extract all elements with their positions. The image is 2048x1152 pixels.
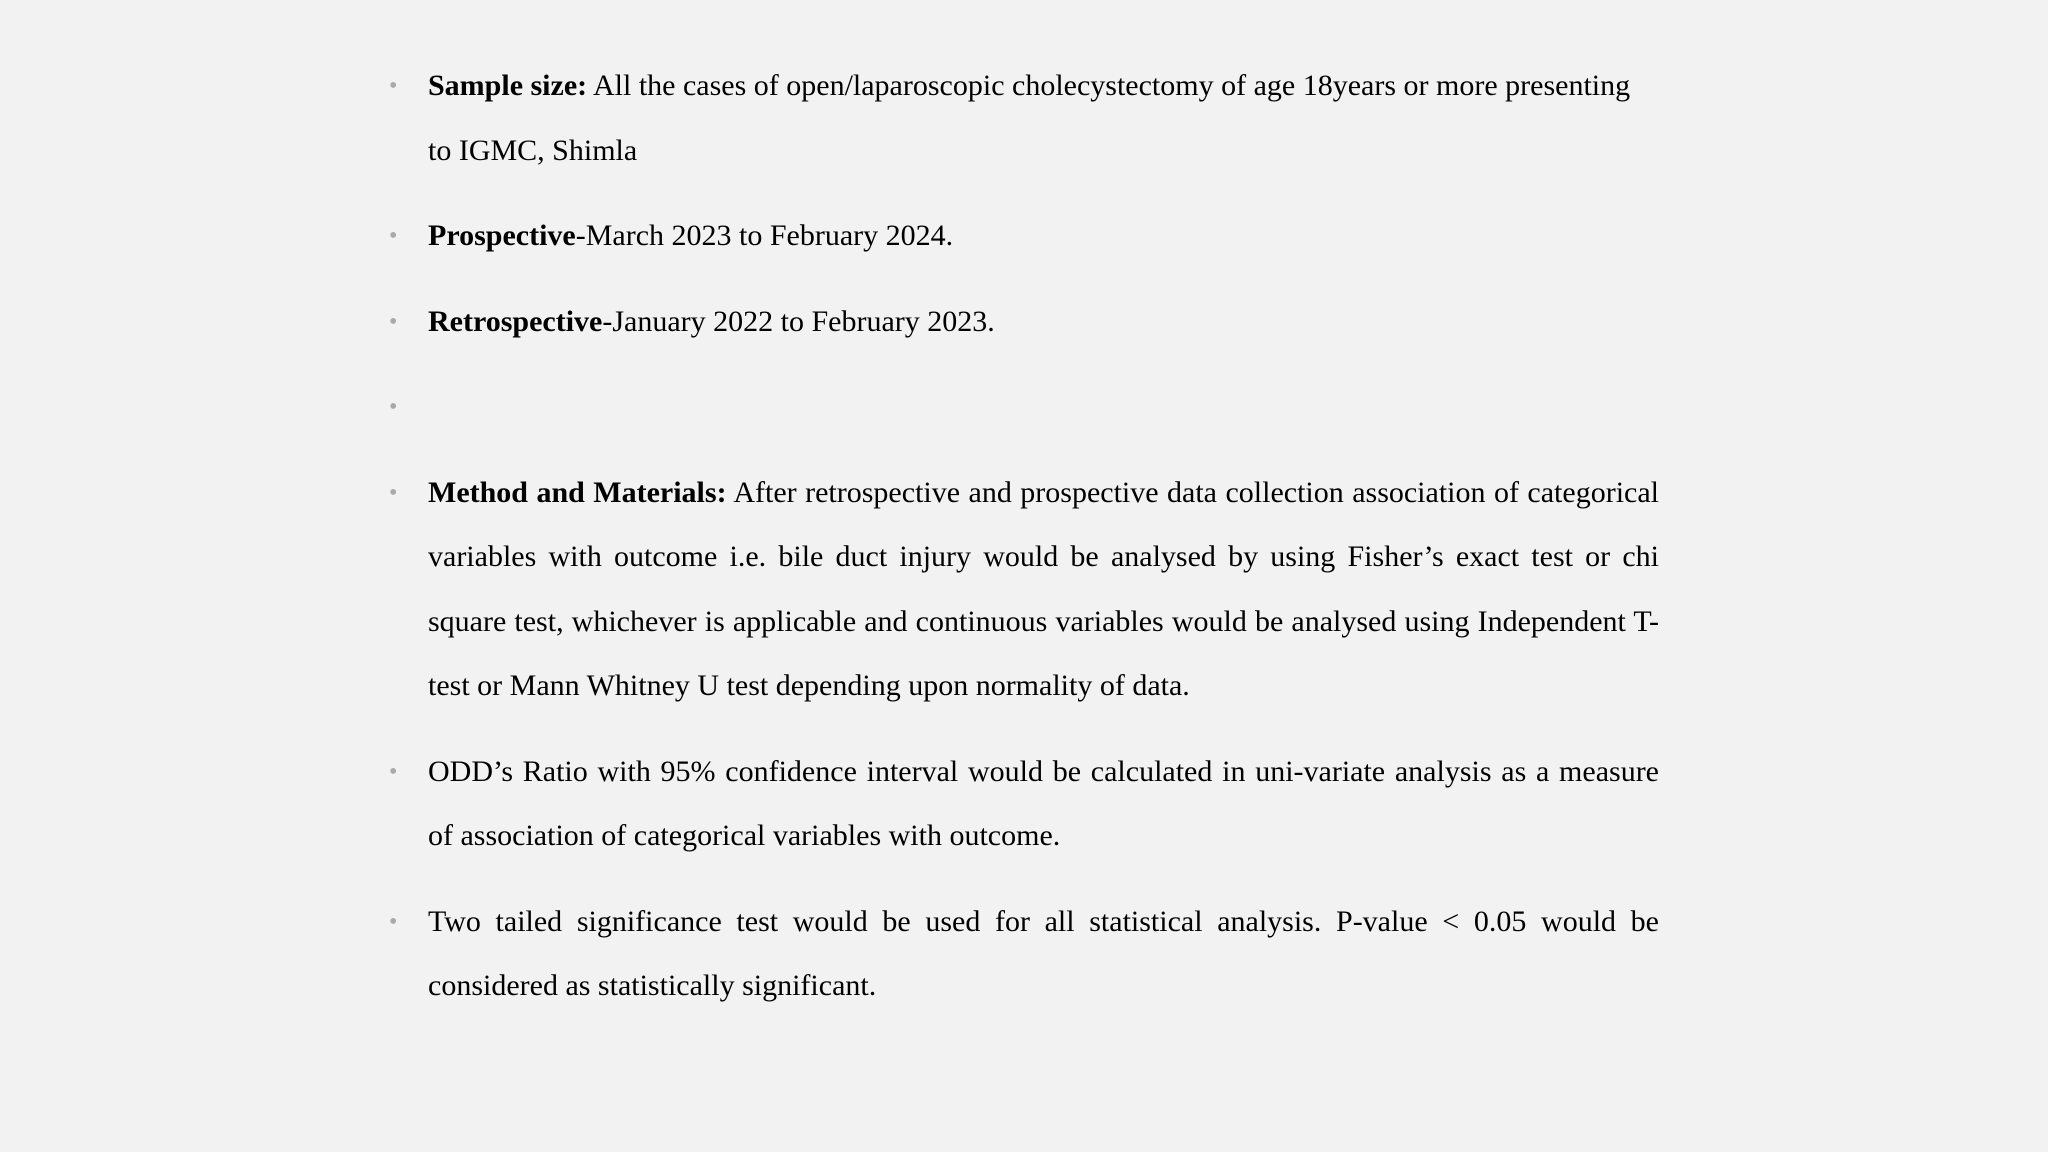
bullet-dot-icon: • — [389, 308, 398, 335]
bullet-heading: Method and Materials: — [428, 475, 727, 509]
bullet-dot-icon: • — [389, 479, 398, 506]
bullet-text: -January 2022 to February 2023. — [602, 304, 995, 338]
bullet-odds-ratio — [389, 740, 1659, 869]
bullet-dot-icon: • — [389, 758, 398, 785]
bullet-heading: Retrospective — [428, 304, 603, 338]
bullet-sample-size — [389, 54, 1659, 183]
bullet-dot-icon: • — [389, 908, 398, 935]
bullet-text: ODD’s Ratio with 95% confidence interval would be calculated in uni-variate analysis as a measure of association of categorical variables with outcome. — [428, 754, 1659, 852]
bullet-retrospective — [389, 290, 1659, 355]
bullet-significance-test — [389, 890, 1659, 1019]
bullet-heading: Prospective — [428, 219, 576, 252]
bullet-prospective — [389, 204, 1659, 269]
bullet-text: All the cases of open/laparoscopic cholecystectomy of age 18years or more presenting to IGMC, Shimla — [428, 69, 1631, 167]
bullet-text: After retrospective and prospective data collection association of categorical variables with outcome i.e. bile duct injury would be analysed by using Fisher’s exact test or chi square test, whichever is applicable and continuous variables would be analysed using Independent T-test or Mann Whitney U test depending upon normality of data. — [428, 475, 1659, 702]
bullet-list — [389, 54, 1659, 1040]
bullet-empty — [389, 375, 1659, 440]
bullet-dot-icon: • — [389, 223, 398, 249]
bullet-method-and-materials — [389, 461, 1659, 719]
bullet-text: -March 2023 to February 2024. — [575, 219, 954, 252]
bullet-text: Two tailed significance test would be used for all statistical analysis. P-value < 0.05 would be considered as statistically significant. — [428, 904, 1659, 1002]
bullet-dot-icon: • — [389, 394, 398, 420]
bullet-dot-icon: • — [389, 73, 398, 99]
bullet-heading: Sample size: — [428, 69, 588, 102]
